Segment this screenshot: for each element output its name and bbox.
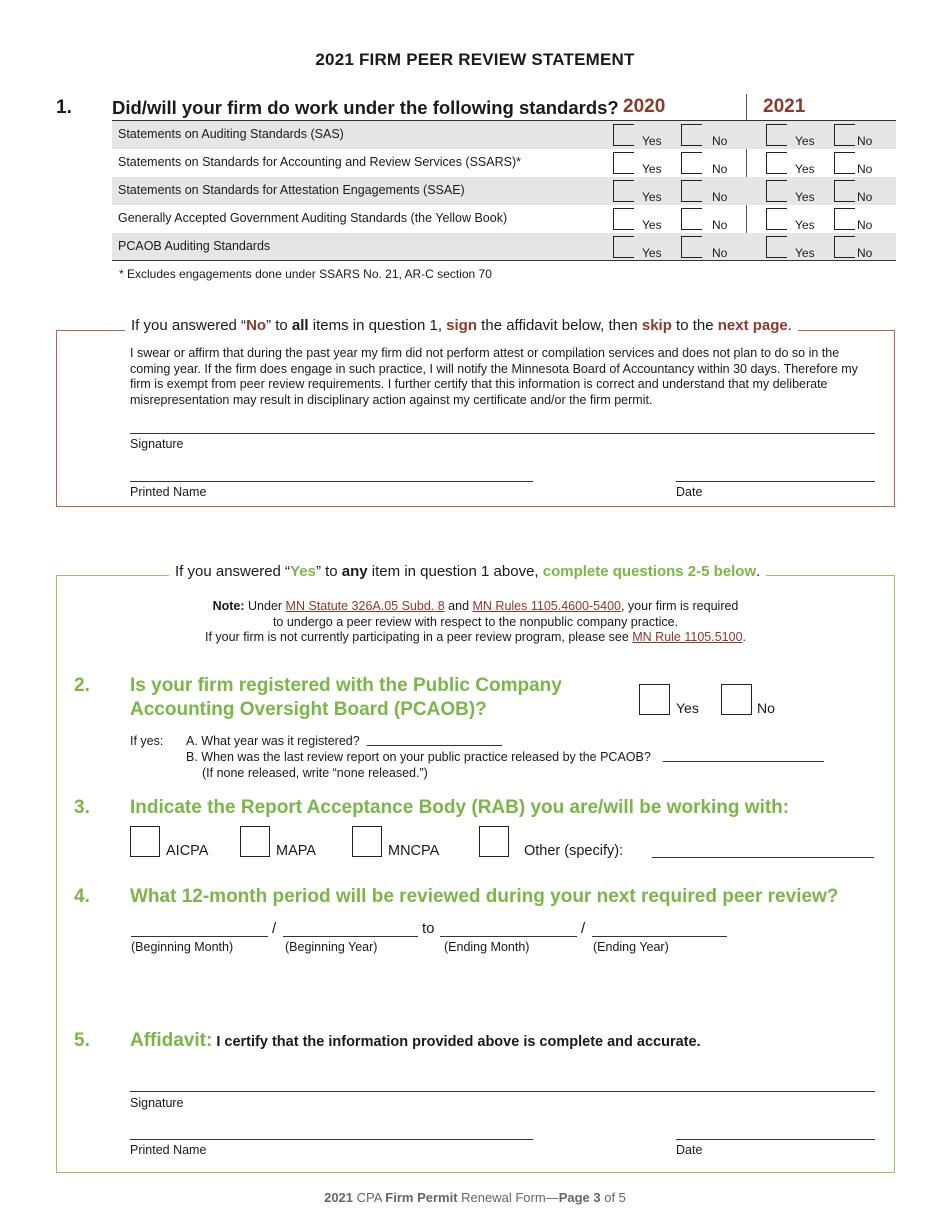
q3-aicpa-checkbox[interactable] <box>130 826 160 857</box>
q1-2020-yes-checkbox[interactable] <box>613 152 634 174</box>
q3-mncpa-checkbox[interactable] <box>352 826 382 857</box>
q4-text: What 12-month period will be reviewed during your next required peer review? <box>130 886 839 907</box>
q2-b-note: (If none released, write “none released.”) <box>202 766 428 780</box>
q3-mapa-label: MAPA <box>276 843 317 859</box>
no-printed-name-line[interactable] <box>130 481 533 482</box>
q4-to: to <box>422 920 435 937</box>
q4-beginning-year-line[interactable] <box>283 936 418 937</box>
q1-2021-no-checkbox[interactable] <box>834 152 855 174</box>
q1-row-label: Generally Accepted Government Auditing Standards (the Yellow Book) <box>118 211 508 225</box>
yes-box-instruction: If you answered “Yes” to any item in question 1 above, complete questions 2-5 below. <box>169 563 766 580</box>
q5-signature-label: Signature <box>130 1096 184 1110</box>
q1-footnote: * Excludes engagements done under SSARS No. 21, AR-C section 70 <box>119 267 492 281</box>
q1-2021-no-label: No <box>857 162 873 176</box>
q4-ending-year-label: (Ending Year) <box>593 940 669 954</box>
q1-2020-no-checkbox[interactable] <box>681 208 702 230</box>
q3-mapa-checkbox[interactable] <box>240 826 270 857</box>
q1-row-label: Statements on Standards for Accounting and Review Services (SSARS)* <box>118 155 521 169</box>
q3-text: Indicate the Report Acceptance Body (RAB) you are/will be working with: <box>130 797 790 818</box>
q2-a-label: A. What year was it registered? <box>186 734 360 748</box>
q2-number: 2. <box>74 675 90 696</box>
q1-row-label: Statements on Auditing Standards (SAS) <box>118 127 344 141</box>
q1-2021-no-label: No <box>857 246 873 260</box>
q5-signature-line[interactable] <box>130 1091 875 1092</box>
q1-2021-yes-label: Yes <box>795 134 815 148</box>
q1-2020-yes-label: Yes <box>642 246 662 260</box>
q1-2021-no-label: No <box>857 190 873 204</box>
q4-slash-2: / <box>581 920 586 937</box>
q1-2020-no-label: No <box>712 162 728 176</box>
q4-slash-1: / <box>272 920 277 937</box>
q5-printed-name-line[interactable] <box>130 1139 533 1140</box>
q1-2021-yes-checkbox[interactable] <box>766 152 787 174</box>
q2-b-label: B. When was the last review report on your public practice released by the PCAOB? <box>186 750 651 764</box>
table-bottom-rule <box>112 260 896 261</box>
q1-2021-no-checkbox[interactable] <box>834 208 855 230</box>
yes-note: Note: Under MN Statute 326A.05 Subd. 8 and MN Rules 1105.4600-5400, your firm is required to undergo a peer review with respect to the nonpublic company practice. If your firm is not currently participating in a peer review program, please see MN Rule 1105.5100. <box>204 599 747 644</box>
mn-rule-5100-link[interactable]: MN Rule 1105.5100 <box>632 630 743 644</box>
q4-beginning-month-line[interactable] <box>131 936 268 937</box>
page-title: 2021 FIRM PEER REVIEW STATEMENT <box>315 50 635 69</box>
q1-2021-yes-label: Yes <box>795 190 815 204</box>
q1-2020-no-label: No <box>712 190 728 204</box>
q1-2020-no-checkbox[interactable] <box>681 236 702 258</box>
q1-2020-no-label: No <box>712 134 728 148</box>
q1-row-label: PCAOB Auditing Standards <box>118 239 271 253</box>
q1-2020-no-checkbox[interactable] <box>681 152 702 174</box>
q1-2021-no-checkbox[interactable] <box>834 180 855 202</box>
q5-affidavit: Affidavit: I certify that the information provided above is complete and accurate. <box>130 1030 701 1051</box>
no-printed-name-label: Printed Name <box>130 485 207 499</box>
q5-date-line[interactable] <box>676 1139 875 1140</box>
q1-2020-yes-label: Yes <box>642 190 662 204</box>
q1-2020-yes-checkbox[interactable] <box>613 124 634 146</box>
q3-mncpa-label: MNCPA <box>388 843 440 859</box>
q4-ending-month-label: (Ending Month) <box>444 940 530 954</box>
q3-other-checkbox[interactable] <box>479 826 509 857</box>
q5-date-label: Date <box>676 1143 703 1157</box>
q3-other-label: Other (specify): <box>524 843 624 859</box>
q1-2020-no-label: No <box>712 218 728 232</box>
q1-2020-yes-checkbox[interactable] <box>613 180 634 202</box>
q1-2020-no-label: No <box>712 246 728 260</box>
q1-2021-yes-label: Yes <box>795 218 815 232</box>
no-box-instruction: If you answered “No” to all items in question 1, sign the affidavit below, then skip to the next page. <box>125 317 798 334</box>
q1-2020-yes-label: Yes <box>642 162 662 176</box>
q2-b-line[interactable] <box>663 761 824 762</box>
q1-2021-yes-checkbox[interactable] <box>766 236 787 258</box>
q1-2021-no-label: No <box>857 218 873 232</box>
q2-line2: Accounting Oversight Board (PCAOB)? <box>130 699 487 720</box>
no-affidavit-text: I swear or affirm that during the past year my firm did not perform attest or compilation services and does not plan to do so in the coming year. If the firm does engage in such practice, I will notify the Minnesota Board of Accountancy within 30 days. Therefore my firm is exempt from peer review requirements. I further certify that this information is correct and understand that my deliberate misrepresentation may result in disciplinary action against my certificate and/or the firm permit. <box>130 346 858 407</box>
q1-2021-yes-checkbox[interactable] <box>766 180 787 202</box>
yes-questions-box <box>56 575 895 1173</box>
q1-2020-no-checkbox[interactable] <box>681 124 702 146</box>
q2-line1: Is your firm registered with the Public Company <box>130 675 562 696</box>
q4-beginning-year-label: (Beginning Year) <box>285 940 378 954</box>
no-date-line[interactable] <box>676 481 875 482</box>
no-date-label: Date <box>676 485 703 499</box>
q1-2020-no-checkbox[interactable] <box>681 180 702 202</box>
q5-printed-name-label: Printed Name <box>130 1143 207 1157</box>
q1-2020-yes-label: Yes <box>642 218 662 232</box>
no-signature-line[interactable] <box>130 433 875 434</box>
q1-2021-yes-label: Yes <box>795 246 815 260</box>
q1-2021-yes-checkbox[interactable] <box>766 124 787 146</box>
q4-beginning-month-label: (Beginning Month) <box>131 940 234 954</box>
no-signature-label: Signature <box>130 437 184 451</box>
q1-2021-yes-label: Yes <box>795 162 815 176</box>
q4-ending-year-line[interactable] <box>592 936 727 937</box>
q3-other-line[interactable] <box>652 857 874 858</box>
q2-if-yes: If yes: <box>130 734 164 748</box>
q1-2020-yes-checkbox[interactable] <box>613 236 634 258</box>
year-2021-header: 2021 <box>763 96 806 117</box>
page-footer: 2021 CPA Firm Permit Renewal Form—Page 3 of 5 <box>324 1190 626 1205</box>
q1-2020-yes-checkbox[interactable] <box>613 208 634 230</box>
mn-rules-link[interactable]: MN Rules 1105.4600-5400 <box>472 599 621 613</box>
q4-number: 4. <box>74 886 90 907</box>
q1-2021-no-checkbox[interactable] <box>834 124 855 146</box>
q2-no-checkbox[interactable] <box>721 684 752 715</box>
q1-text: Did/will your firm do work under the following standards? <box>112 97 619 118</box>
q1-row-label: Statements on Standards for Attestation Engagements (SSAE) <box>118 183 465 197</box>
q2-a-line[interactable] <box>367 745 502 746</box>
q1-2021-no-checkbox[interactable] <box>834 236 855 258</box>
year-2020-header: 2020 <box>623 96 666 117</box>
q5-number: 5. <box>74 1030 90 1051</box>
q4-ending-month-line[interactable] <box>440 936 577 937</box>
q1-2021-no-label: No <box>857 134 873 148</box>
q3-number: 3. <box>74 797 90 818</box>
q1-2020-yes-label: Yes <box>642 134 662 148</box>
q3-aicpa-label: AICPA <box>166 843 209 859</box>
q2-no-label: No <box>757 700 775 716</box>
q1-number: 1. <box>56 97 72 118</box>
q1-2021-yes-checkbox[interactable] <box>766 208 787 230</box>
q2-yes-label: Yes <box>676 700 699 716</box>
mn-statute-link[interactable]: MN Statute 326A.05 Subd. 8 <box>285 599 445 613</box>
q2-yes-checkbox[interactable] <box>639 684 670 715</box>
